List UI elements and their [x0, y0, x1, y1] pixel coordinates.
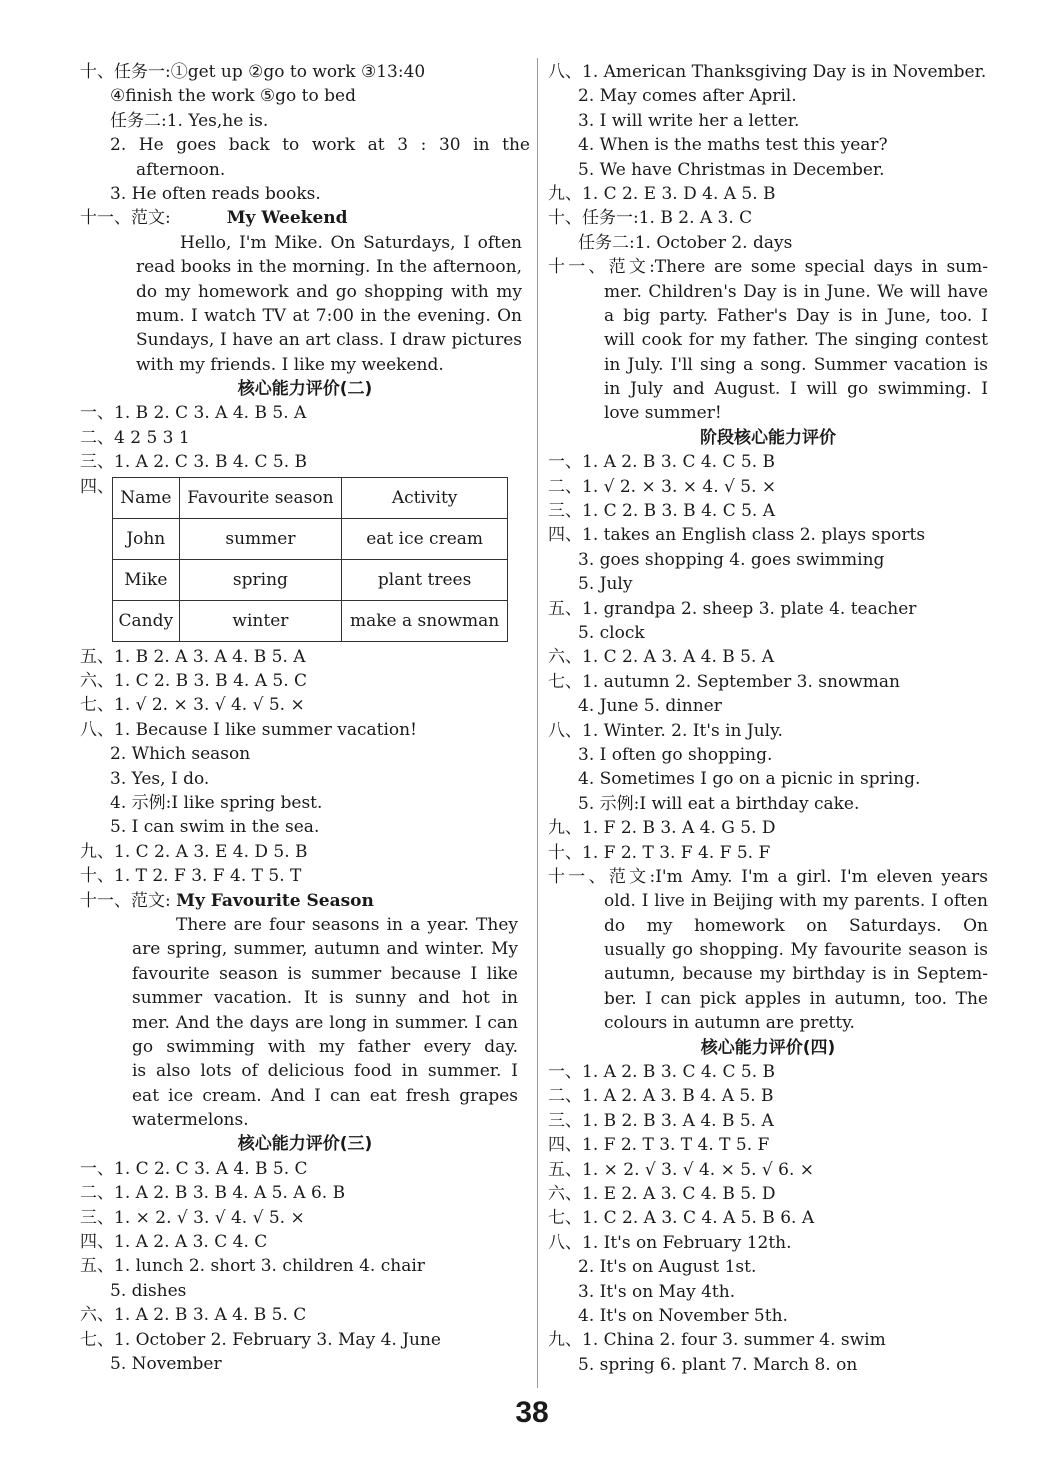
- essay-line: love summer!: [604, 403, 722, 424]
- right-column: [548, 60, 988, 1377]
- answer-line: 4. 示例:I like spring best.: [110, 792, 323, 813]
- table-cell: plant trees: [342, 559, 508, 600]
- answer-line: 4. June 5. dinner: [578, 696, 722, 717]
- answer-line: 五、1. grandpa 2. sheep 3. plate 4. teacher: [548, 598, 917, 619]
- answer-line: 3. I will write her a letter.: [578, 110, 800, 131]
- answer-line: 5. clock: [578, 622, 645, 643]
- answer-line: 5. spring 6. plant 7. March 8. on: [578, 1354, 858, 1375]
- answer-line: 八、1. Because I like summer vacation!: [80, 719, 417, 740]
- essay-heading: [80, 889, 530, 913]
- table-cell: winter: [179, 600, 342, 641]
- essay-line: favourite season is summer because I like: [132, 963, 518, 984]
- answer-line: 3. It's on May 4th.: [578, 1281, 736, 1302]
- essay-line: There are four seasons in a year. They: [176, 914, 518, 935]
- essay-line: is also lots of delicious food in summer. I: [132, 1061, 518, 1082]
- answer-line: 二、1. A 2. B 3. B 4. A 5. A 6. B: [80, 1183, 346, 1204]
- answer-line: 5. We have Christmas in December.: [578, 159, 885, 180]
- table-cell: spring: [179, 559, 342, 600]
- answer-line: 二、4 2 5 3 1: [80, 427, 190, 448]
- answer-line: 八、1. It's on February 12th.: [548, 1232, 792, 1253]
- answer-line: 4. Sometimes I go on a picnic in spring.: [578, 769, 921, 790]
- section-heading: 核心能力评价(三): [237, 1134, 373, 1155]
- answer-line: 十、任务一:1. B 2. A 3. C: [548, 208, 753, 229]
- essay-line: eat ice cream. And I can eat fresh grapes: [132, 1085, 518, 1106]
- table-cell: eat ice cream: [342, 518, 508, 559]
- answer-line: 九、1. China 2. four 3. summer 4. swim: [548, 1330, 886, 1351]
- answer-line: 五、1. B 2. A 3. A 4. B 5. A: [80, 646, 306, 667]
- section-heading: 核心能力评价(二): [237, 379, 373, 400]
- essay-title: My Favourite Season: [176, 890, 374, 911]
- answer-line: 2. He goes back to work at 3 : 30 in the: [110, 135, 530, 156]
- answer-line: 2. It's on August 1st.: [578, 1257, 757, 1278]
- answer-line: 2. May comes after April.: [578, 86, 797, 107]
- table-row: [113, 518, 508, 559]
- table-cell: make a snowman: [342, 600, 508, 641]
- essay-favourite-season: [80, 913, 530, 1133]
- answer-line: 七、1. October 2. February 3. May 4. June: [80, 1329, 441, 1350]
- answer-line: 十、1. T 2. F 3. F 4. T 5. T: [80, 866, 302, 887]
- answer-line: 二、1. A 2. A 3. B 4. A 5. B: [548, 1086, 774, 1107]
- essay-line: usually go shopping. My favourite season is: [604, 940, 988, 961]
- answer-line: 5. November: [110, 1353, 222, 1374]
- answer-line: 三、1. × 2. √ 3. √ 4. √ 5. ×: [80, 1207, 305, 1228]
- essay-line: summer vacation. It is sunny and hot in: [132, 988, 518, 1009]
- essay-line: old. I live in Beijing with my parents. I often: [604, 891, 988, 912]
- table-cell: John: [113, 518, 180, 559]
- answer-line: afternoon.: [136, 159, 226, 180]
- answer-line: 3. goes shopping 4. goes swimming: [578, 549, 885, 570]
- section-heading: 阶段核心能力评价: [700, 427, 836, 448]
- section-label: 十一、范文:: [80, 208, 171, 229]
- essay-line: ber. I can pick apples in autumn, too. The: [604, 988, 988, 1009]
- answer-line: 八、1. Winter. 2. It's in July.: [548, 720, 783, 741]
- essay-line: autumn, because my birthday is in Septem-: [604, 964, 988, 985]
- essay-line: mer. And the days are long in summer. I can: [132, 1012, 518, 1033]
- section-label: 四、: [80, 476, 114, 497]
- answer-line: 三、1. A 2. C 3. B 4. C 5. B: [80, 452, 308, 473]
- essay-weekend: [80, 231, 530, 377]
- table-cell: summer: [179, 518, 342, 559]
- section-heading: 核心能力评价(四): [700, 1037, 836, 1058]
- essay-line: do my homework and go shopping with my: [136, 281, 522, 302]
- essay-line: mum. I watch TV at 7:00 in the evening. On: [136, 305, 522, 326]
- page-number: 38: [515, 1396, 549, 1429]
- answer-line: ④finish the work ⑤go to bed: [110, 86, 356, 107]
- answer-line: 十、任务一:①get up ②go to work ③13:40: [80, 62, 426, 82]
- essay-title: My Weekend: [226, 208, 348, 229]
- essay-line: are spring, summer, autumn and winter. My: [132, 939, 518, 960]
- table-row: [113, 559, 508, 600]
- column-divider: [537, 58, 538, 1388]
- essay-summer: [548, 255, 988, 426]
- answer-line: 六、1. E 2. A 3. C 4. B 5. D: [548, 1183, 776, 1204]
- table-header-row: [113, 477, 508, 518]
- answer-line: 四、1. takes an English class 2. plays sports: [548, 525, 926, 546]
- answer-table: [112, 477, 508, 642]
- answer-line: 任务二:1. Yes,he is.: [110, 110, 269, 131]
- essay-line: watermelons.: [132, 1110, 249, 1131]
- table-cell: Mike: [113, 559, 180, 600]
- answer-line: 4. When is the maths test this year?: [578, 135, 888, 156]
- answer-line: 四、1. A 2. A 3. C 4. C: [80, 1232, 268, 1253]
- essay-line: mer. Children's Day is in June. We will have: [604, 281, 988, 302]
- section-label: 十一、范文:: [80, 890, 171, 911]
- essay-line: will cook for my father. The singing contest: [604, 330, 988, 351]
- answer-line: 九、1. C 2. A 3. E 4. D 5. B: [80, 841, 308, 862]
- answer-line: 五、1. × 2. √ 3. √ 4. × 5. √ 6. ×: [548, 1159, 814, 1180]
- answer-line: 五、1. lunch 2. short 3. children 4. chair: [80, 1256, 425, 1277]
- answer-line: 5. dishes: [110, 1280, 187, 1301]
- answer-line: 六、1. C 2. B 3. B 4. A 5. C: [80, 671, 308, 692]
- essay-line: a big party. Father's Day is in June, too. I: [604, 305, 988, 326]
- essay-line: 十一、范文:There are some special days in sum-: [548, 257, 988, 278]
- answer-line: 七、1. √ 2. × 3. √ 4. √ 5. ×: [80, 695, 305, 716]
- essay-line: do my homework on Saturdays. On: [604, 915, 988, 936]
- answer-line: 5. July: [578, 574, 633, 595]
- answer-line: 2. Which season: [110, 744, 251, 765]
- essay-line: read books in the morning. In the afternoon,: [136, 257, 522, 278]
- answer-line: 九、1. F 2. B 3. A 4. G 5. D: [548, 818, 776, 839]
- answer-line: 三、1. B 2. B 3. A 4. B 5. A: [548, 1110, 774, 1131]
- table-header: Favourite season: [179, 477, 342, 518]
- answer-line: 任务二:1. October 2. days: [578, 232, 793, 253]
- table-header: Activity: [342, 477, 508, 518]
- answer-line: 一、1. C 2. C 3. A 4. B 5. C: [80, 1158, 308, 1179]
- answer-line: 二、1. √ 2. × 3. × 4. √ 5. ×: [548, 476, 777, 497]
- answer-line: 3. I often go shopping.: [578, 744, 773, 765]
- table-section: [80, 475, 530, 645]
- answer-line: 九、1. C 2. E 3. D 4. A 5. B: [548, 183, 776, 204]
- essay-line: in July. I'll sing a song. Summer vacation is: [604, 354, 988, 375]
- answer-line: 5. I can swim in the sea.: [110, 817, 320, 838]
- essay-line: go swimming with my father every day.: [132, 1036, 518, 1057]
- answer-line: 七、1. autumn 2. September 3. snowman: [548, 671, 900, 692]
- answer-line: 5. 示例:I will eat a birthday cake.: [578, 793, 860, 814]
- answer-line: 4. It's on November 5th.: [578, 1305, 788, 1326]
- answer-line: 3. Yes, I do.: [110, 768, 210, 789]
- essay-amy: [548, 865, 988, 1036]
- answer-line: 三、1. C 2. B 3. B 4. C 5. A: [548, 501, 776, 522]
- essay-line: in July and August. I will go swimming. I: [604, 379, 988, 400]
- answer-line: 八、1. American Thanksgiving Day is in November.: [548, 62, 987, 82]
- answer-line: 七、1. C 2. A 3. C 4. A 5. B 6. A: [548, 1208, 815, 1229]
- answer-line: 六、1. C 2. A 3. A 4. B 5. A: [548, 647, 775, 668]
- essay-line: with my friends. I like my weekend.: [136, 354, 444, 375]
- answer-line: 一、1. A 2. B 3. C 4. C 5. B: [548, 1062, 776, 1083]
- essay-line: 十一、范文:I'm Amy. I'm a girl. I'm eleven years: [548, 866, 988, 887]
- answer-line: 四、1. F 2. T 3. T 4. T 5. F: [548, 1135, 770, 1156]
- answer-line: 六、1. A 2. B 3. A 4. B 5. C: [80, 1305, 307, 1326]
- table-header: Name: [113, 477, 180, 518]
- answer-line: 3. He often reads books.: [110, 183, 321, 204]
- essay-line: Sundays, I have an art class. I draw pictures: [136, 330, 522, 351]
- answer-line: 一、1. B 2. C 3. A 4. B 5. A: [80, 403, 307, 424]
- answer-line: 一、1. A 2. B 3. C 4. C 5. B: [548, 452, 776, 473]
- answer-line: 十、1. F 2. T 3. F 4. F 5. F: [548, 842, 771, 863]
- essay-line: colours in autumn are pretty.: [604, 1013, 855, 1034]
- essay-heading: [80, 206, 530, 230]
- table-row: [113, 600, 508, 641]
- essay-line: Hello, I'm Mike. On Saturdays, I often: [180, 232, 522, 253]
- table-cell: Candy: [113, 600, 180, 641]
- left-column: [80, 60, 530, 1376]
